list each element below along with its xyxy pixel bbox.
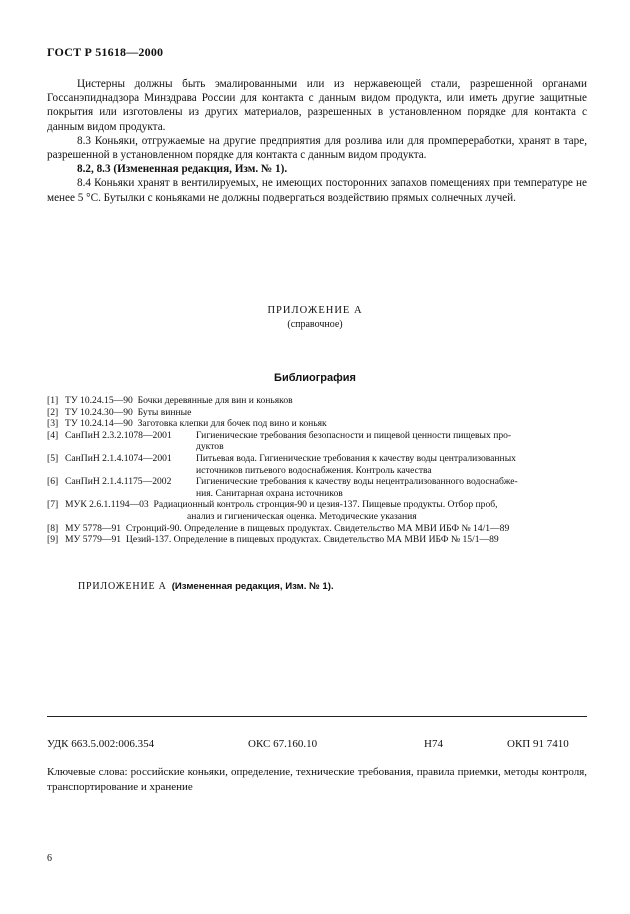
- item-text: Гигиенические требования к качеству воды нецентрализованного водоснабже-: [196, 476, 518, 488]
- item-code: ТУ 10.24.30—90: [65, 406, 133, 418]
- okp-code: ОКП 91 7410: [507, 738, 569, 750]
- bibliography-list: [47, 395, 592, 546]
- appendix-amendment-note: [78, 581, 334, 592]
- paragraph-8-4: 8.4 Коньяки хранят в вентилируемых, не имеющих посторонних запахов помещениях при температуре не менее 5 °С. Бутылки с коньяками не должны подвергаться воздействию прямых солнечных лучей.: [47, 177, 587, 204]
- item-code: МУК 2.6.1.1194—03: [65, 499, 149, 511]
- item-code: СанПиН 2.1.4.1175—2002: [65, 476, 172, 488]
- appendix-title: ПРИЛОЖЕНИЕ А: [267, 305, 363, 316]
- paragraph-amendment: 8.2, 8.3 (Измененная редакция, Изм. № 1).: [77, 163, 288, 176]
- item-text: Стронций-90. Определение в пищевых продуктах. Свидетельство МА МВИ ИБФ № 14/1—89: [125, 522, 510, 534]
- classification-codes: [47, 738, 587, 752]
- item-code: МУ 5778—91: [65, 522, 122, 534]
- bibliography-item: [47, 407, 592, 419]
- item-number: [2]: [47, 406, 59, 418]
- item-number: [6]: [47, 476, 59, 488]
- bibliography-item: [47, 453, 592, 476]
- appendix-note-amendment: (Измененная редакция, Изм. № 1).: [171, 581, 334, 592]
- bibliography-item: [47, 418, 592, 430]
- standard-header: ГОСТ Р 51618—2000: [47, 45, 164, 59]
- bibliography-item: [47, 534, 592, 546]
- item-text-continued: дуктов: [196, 441, 224, 453]
- item-text-continued: источников питьевого водоснабжения. Контроль качества: [196, 464, 432, 476]
- item-text-continued: ния. Санитарная охрана источников: [196, 487, 343, 499]
- item-code: МУ 5779—91: [65, 534, 122, 546]
- appendix-subtitle: (справочное): [287, 319, 343, 330]
- item-text: Заготовка клепки для бочек под вино и коньяк: [137, 418, 327, 430]
- item-text: Бочки деревянные для вин и коньяков: [137, 395, 293, 406]
- paragraph-tanks: Цистерны должны быть эмалированными или из нержавеющей стали, разрешенной органами Госсанэпиднадзора Минздрава России для контакта с данным видом продукта, или иметь другие защитные покрытия или изготовлены из других материалов, разрешенных в установленном порядке для контакта с данным видом продукта.: [47, 78, 587, 133]
- item-text: Гигиенические требования безопасности и пищевой ценности пищевых про-: [196, 429, 512, 441]
- item-code: СанПиН 2.1.4.1074—2001: [65, 452, 172, 464]
- bibliography-item: [47, 430, 592, 453]
- item-number: [5]: [47, 452, 59, 464]
- item-number: [8]: [47, 522, 59, 534]
- bibliography-item: [47, 523, 592, 535]
- item-code: ТУ 10.24.14—90: [65, 418, 133, 430]
- page-number: 6: [47, 853, 52, 864]
- bibliography-item: [47, 476, 592, 499]
- item-number: [3]: [47, 418, 59, 430]
- item-text-continued: анализ и гигиеническая оценка. Методические указания: [187, 510, 417, 522]
- footer-divider: [47, 716, 587, 717]
- bibliography-item: [47, 395, 592, 407]
- keywords: Ключевые слова: российские коньяки, определение, технические требования, правила приемки, методы контроля, транспортирование и хранение: [47, 766, 587, 793]
- paragraph-8-3: 8.3 Коньяки, отгружаемые на другие предприятия для розлива или для промпереработки, хранят в таре, разрешенной в установленном порядке для контакта с данным видом продукта.: [47, 134, 587, 162]
- item-text: Цезий-137. Определение в пищевых продуктах. Свидетельство МА МВИ ИБФ № 15/1—89: [125, 534, 499, 546]
- item-number: [9]: [47, 534, 59, 546]
- item-text: Питьевая вода. Гигиенические требования к качеству воды централизованных: [196, 452, 516, 464]
- appendix-note-prefix: ПРИЛОЖЕНИЕ А: [78, 581, 167, 592]
- group-code: Н74: [424, 738, 443, 750]
- item-text: Радиационный контроль стронция-90 и цезия-137. Пищевые продукты. Отбор проб,: [153, 499, 498, 511]
- item-code: ТУ 10.24.15—90: [65, 395, 133, 406]
- item-number: [4]: [47, 429, 59, 441]
- udk-code: УДК 663.5.002:006.354: [47, 738, 155, 750]
- body-text: [47, 77, 587, 205]
- item-code: СанПиН 2.3.2.1078—2001: [65, 429, 172, 441]
- oks-code: ОКС 67.160.10: [248, 738, 318, 750]
- bibliography-item: [47, 499, 592, 522]
- item-number: [7]: [47, 499, 59, 511]
- item-text: Буты винные: [137, 406, 192, 418]
- bibliography-title: Библиография: [274, 372, 356, 384]
- item-number: [1]: [47, 395, 59, 406]
